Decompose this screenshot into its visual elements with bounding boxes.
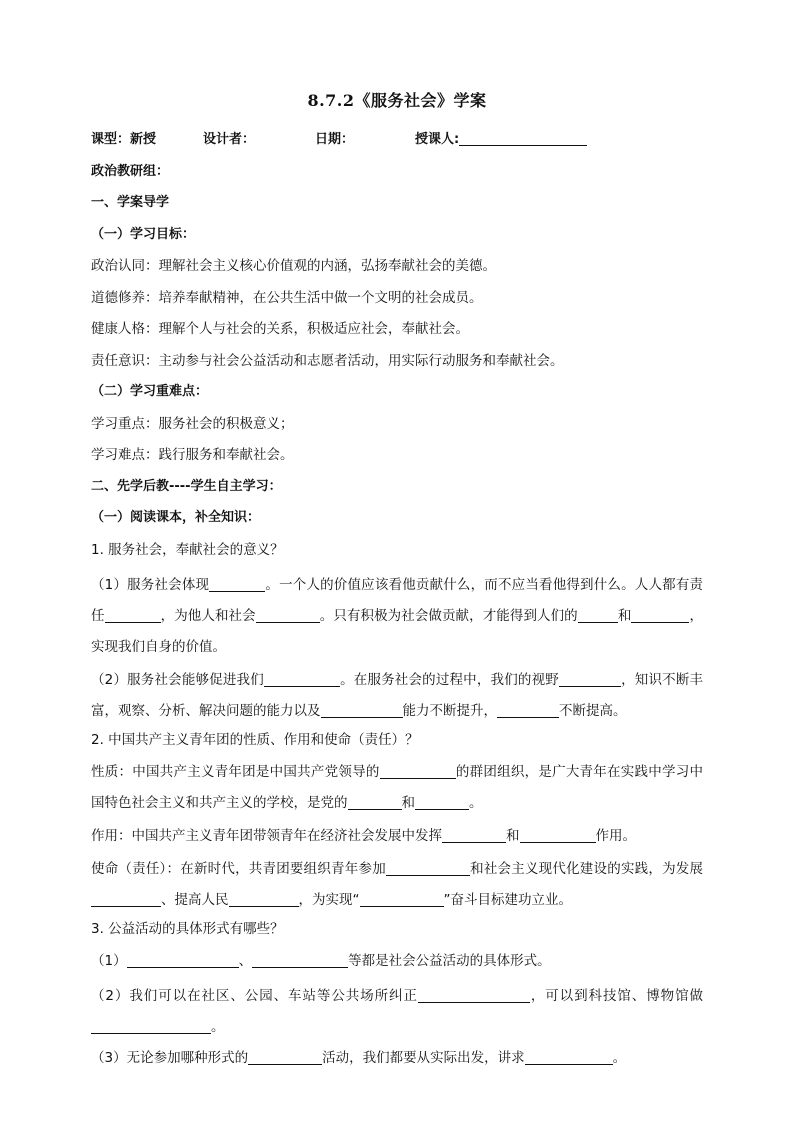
subsection-heading: （一）阅读课本，补全知识： <box>91 510 261 525</box>
fill-blank[interactable] <box>256 607 320 623</box>
section-heading: 二、先学后教----学生自主学习： <box>91 478 282 494</box>
goal-item: 健康人格：理解个人与社会的关系，积极适应社会，奉献社会。 <box>91 321 469 337</box>
question-3-part-1: （1） 、 等都是社会公益活动的具体形式。 <box>91 952 551 969</box>
fill-blank[interactable] <box>525 1049 613 1065</box>
fill-blank[interactable] <box>559 671 621 687</box>
fill-blank[interactable] <box>252 952 348 968</box>
key-point: 学习重点：服务社会的积极意义； <box>91 415 294 432</box>
fill-blank[interactable] <box>415 794 469 810</box>
date-label: 日期： <box>315 132 355 147</box>
fill-blank[interactable] <box>578 607 618 623</box>
question-3-part-3: （3）无论参加哪种形式的 活动，我们都要从实际出发，讲求 。 <box>91 1050 627 1066</box>
question-2: 2. 中国共产主义青年团的性质、作用和使命（责任）？ <box>91 732 419 748</box>
question-3-part-2: （2）我们可以在社区、公园、车站等公共场所纠正 ，可以到科技馆、博物馆做。 <box>91 988 704 1035</box>
question-3: 3. 公益活动的具体形式有哪些？ <box>91 921 284 937</box>
fill-blank[interactable] <box>105 607 161 623</box>
fill-blank[interactable] <box>520 827 596 843</box>
fill-blank[interactable] <box>360 891 444 907</box>
fill-blank[interactable] <box>248 1049 322 1065</box>
designer-label: 设计者： <box>203 132 256 147</box>
question-2-mission: 使命（责任）：在新时代，共青团要组织青年参加 和社会主义现代化建设的实践，为发展、提高人民 ，为实现“ ”奋斗目标建功立业。 <box>91 861 704 908</box>
fill-blank[interactable] <box>380 763 456 779</box>
document-page <box>91 80 703 1079</box>
meta-row <box>91 129 703 151</box>
fill-blank[interactable] <box>229 891 299 907</box>
fill-blank[interactable] <box>418 987 530 1003</box>
course-type: 课型：新授 <box>91 132 157 147</box>
question-1-part-2: （2）服务社会能够促进我们 。在服务社会的过程中，我们的视野 ，知识不断丰富，观察、分析、解决问题的能力以及 能力不断提升， 不断提高。 <box>91 672 704 719</box>
teacher-label: 授课人: <box>415 132 460 147</box>
fill-blank[interactable] <box>127 952 239 968</box>
difficult-point: 学习难点：践行服务和奉献社会。 <box>91 447 294 463</box>
fill-blank[interactable] <box>91 891 161 907</box>
subsection-heading: （一）学习目标： <box>91 226 196 242</box>
fill-blank[interactable] <box>386 860 470 876</box>
section-heading: 一、学案导学 <box>91 195 170 210</box>
goal-item: 政治认同：理解社会主义核心价值观的内涵，弘扬奉献社会的美德。 <box>91 258 496 274</box>
page-title: 8.7.2《服务社会》学案 <box>307 91 487 110</box>
fill-blank[interactable] <box>321 702 403 718</box>
goal-item: 责任意识：主动参与社会公益活动和志愿者活动，用实际行动服务和奉献社会。 <box>91 352 564 369</box>
fill-blank[interactable] <box>209 576 265 592</box>
question-1-part-1: （1）服务社会体现 。一个人的价值应该看他贡献什么，而不应当看他得到什么。人人都有责任 ，为他人和社会 。只有积极为社会做贡献，才能得到人们的 和 ，实现我们自身的价值。 <box>91 577 703 655</box>
fill-blank[interactable] <box>442 827 506 843</box>
fill-blank[interactable] <box>348 794 402 810</box>
teacher-blank[interactable] <box>459 130 587 146</box>
question-2-nature: 性质：中国共产主义青年团是中国共产党领导的 的群团组织，是广大青年在实践中学习中国特色社会主义和共产主义的学校，是党的 和 。 <box>91 764 704 811</box>
group-label: 政治教研组： <box>91 163 170 179</box>
fill-blank[interactable] <box>264 671 340 687</box>
goal-item: 道德修养：培养奉献精神，在公共生活中做一个文明的社会成员。 <box>91 289 483 306</box>
question-1: 1. 服务社会，奉献社会的意义？ <box>91 541 284 558</box>
fill-blank[interactable] <box>91 1018 211 1034</box>
question-2-role: 作用：中国共产主义青年团带领青年在经济社会发展中发挥 和 作用。 <box>91 828 636 844</box>
subsection-heading: （二）学习重难点： <box>91 384 209 399</box>
fill-blank[interactable] <box>631 607 689 623</box>
fill-blank[interactable] <box>497 702 559 718</box>
